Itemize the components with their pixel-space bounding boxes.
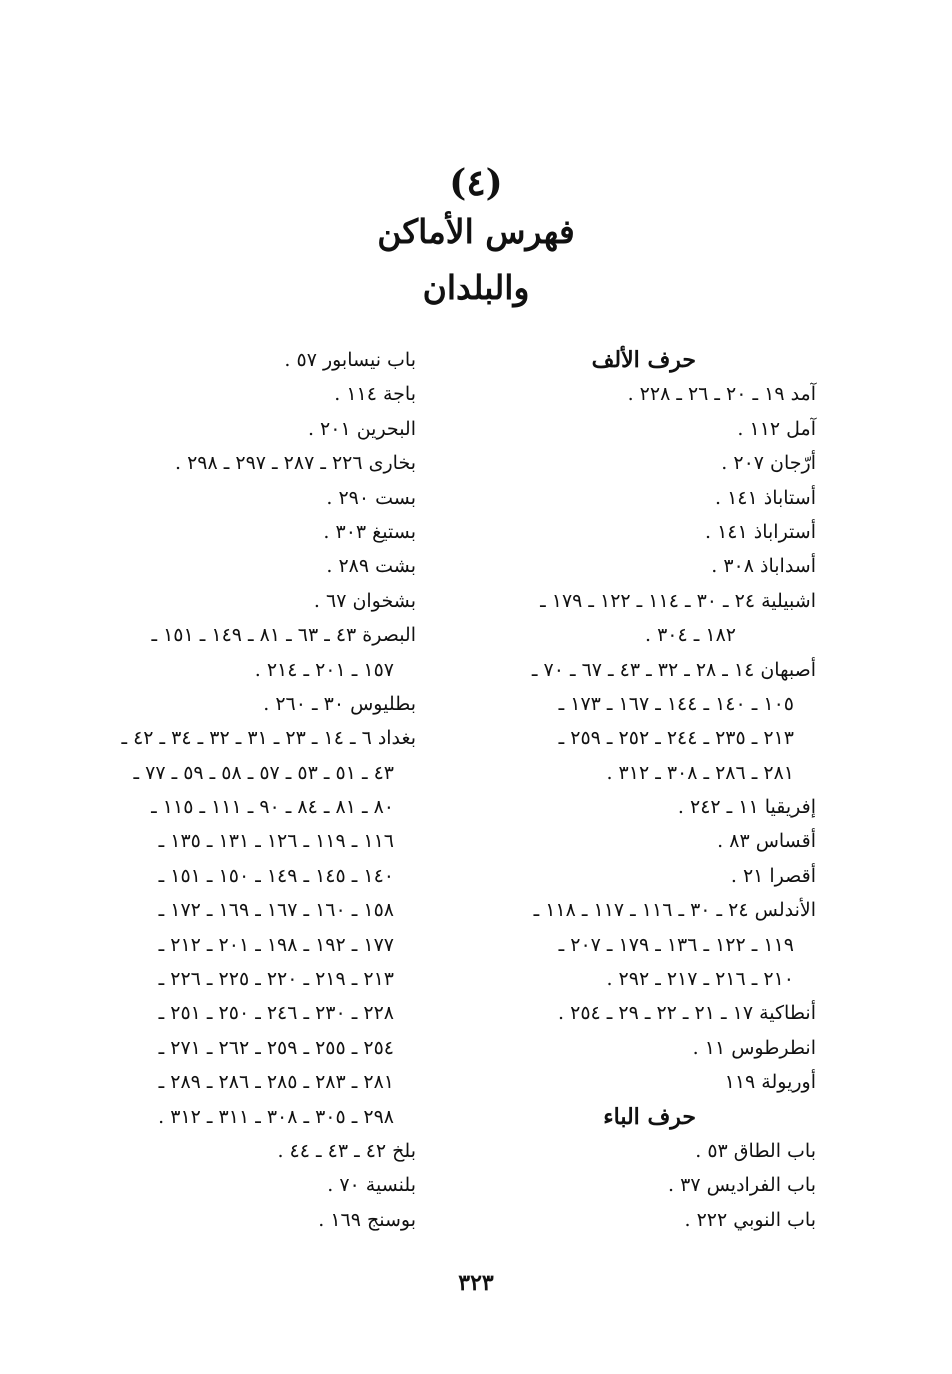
- index-entry: ٢٨١ ـ ٢٨٣ ـ ٢٨٥ ـ ٢٨٦ ـ ٢٨٩ ـ: [158, 1071, 394, 1094]
- index-entry: ١٤٠ ـ ١٤٥ ـ ١٤٩ ـ ١٥٠ ـ ١٥١ ـ: [158, 864, 394, 887]
- section-number: (٤): [449, 162, 503, 204]
- index-entry: ٢١٣ ـ ٢٣٥ ـ ٢٤٤ ـ ٢٥٢ ـ ٢٥٩ ـ: [558, 727, 794, 750]
- index-entry: أستراباذ ١٤١ .: [705, 520, 816, 543]
- index-entry: ١٥٨ ـ ١٦٠ ـ ١٦٧ ـ ١٦٩ ـ ١٧٢ ـ: [158, 899, 394, 922]
- letter-heading: حرف الألف: [591, 347, 696, 373]
- index-entry: ١١٦ ـ ١١٩ ـ ١٢٦ ـ ١٣١ ـ ١٣٥ ـ: [158, 830, 394, 853]
- index-entry: بخارى ٢٢٦ ـ ٢٨٧ ـ ٢٩٧ ـ ٢٩٨ .: [175, 452, 416, 475]
- index-entry: باب نيسابور ٥٧ .: [284, 349, 416, 371]
- index-entry: ٢١٠ ـ ٢١٦ ـ ٢١٧ ـ ٢٩٢ .: [606, 968, 794, 991]
- index-entry: بشخوان ٦٧ .: [313, 589, 416, 612]
- index-entry: انطرطوس ١١ .: [692, 1036, 816, 1059]
- index-entry: ٢٢٨ ـ ٢٣٠ ـ ٢٤٦ ـ ٢٥٠ ـ ٢٥١ ـ: [158, 1002, 394, 1025]
- index-entry: ١٥٧ ـ ٢٠١ ـ ٢١٤ .: [254, 658, 394, 681]
- letter-heading: حرف الباء: [603, 1103, 696, 1130]
- index-entry: الأندلس ٢٤ ـ ٣٠ ـ ١١٦ ـ ١١٧ ـ ١١٨ ـ: [533, 899, 816, 922]
- index-entry: بلنسية ٧٠ .: [327, 1174, 416, 1197]
- index-entry: بطليوس ٣٠ ـ ٢٦٠ .: [263, 692, 416, 715]
- index-entry: باب النوبي ٢٢٢ .: [684, 1208, 816, 1231]
- index-entry: بستيغ ٣٠٣ .: [323, 520, 416, 543]
- index-entry: أستاباذ ١٤١ .: [714, 486, 816, 509]
- index-entry: أقصرا ٢١ .: [730, 864, 816, 887]
- index-entry: ٢١٣ ـ ٢١٩ ـ ٢٢٠ ـ ٢٢٥ ـ ٢٢٦ ـ: [158, 968, 394, 991]
- index-entry: إفريقيا ١١ ـ ٢٤٢ .: [677, 796, 816, 819]
- index-entry: ٢٥٤ ـ ٢٥٥ ـ ٢٥٩ ـ ٢٦٢ ـ ٢٧١ ـ: [158, 1036, 394, 1059]
- index-entry: باب الطاق ٥٣ .: [695, 1139, 816, 1162]
- index-entry: بغداد ٦ ـ ١٤ ـ ٢٣ ـ ٣١ ـ ٣٢ ـ ٣٤ ـ ٤٢ ـ: [121, 727, 416, 750]
- index-entry: البصرة ٤٣ ـ ٦٣ ـ ٨١ ـ ١٤٩ ـ ١٥١ ـ: [151, 624, 416, 647]
- index-entry: أسداباذ ٣٠٨ .: [711, 555, 816, 578]
- index-entry: أقساس ٨٣ .: [717, 830, 816, 853]
- index-entry: اشبيلية ٢٤ ـ ٣٠ ـ ١١٤ ـ ١٢٢ ـ ١٧٩ ـ: [540, 589, 816, 612]
- index-entry: أنطاكية ١٧ ـ ٢١ ـ ٢٢ ـ ٢٩ ـ ٢٥٤ .: [558, 1002, 816, 1025]
- index-entry: أوريولة ١١٩: [724, 1071, 816, 1094]
- index-entry: آمد ١٩ ـ ٢٠ ـ ٢٦ ـ ٢٢٨ .: [627, 383, 816, 406]
- index-entry: أصبهان ١٤ ـ ٢٨ ـ ٣٢ ـ ٤٣ ـ ٦٧ ـ ٧٠ ـ: [531, 658, 816, 681]
- page-number: ٣٢٣: [458, 1270, 494, 1296]
- index-entry: ٢٨١ ـ ٢٨٦ ـ ٣٠٨ ـ ٣١٢ .: [606, 761, 794, 784]
- index-entry: بست ٢٩٠ .: [326, 486, 416, 509]
- page-title: فهرس الأماكن: [377, 212, 575, 251]
- index-entry: أرّجان ٢٠٧ .: [721, 452, 816, 475]
- index-entry: آمل ١١٢ .: [737, 417, 816, 440]
- index-entry: ٤٣ ـ ٥١ ـ ٥٣ ـ ٥٧ ـ ٥٨ ـ ٥٩ ـ ٧٧ ـ: [133, 761, 394, 784]
- index-entry: ١٠٥ ـ ١٤٠ ـ ١٤٤ ـ ١٦٧ ـ ١٧٣ ـ: [558, 692, 794, 715]
- index-entry: بشت ٢٨٩ .: [326, 555, 416, 578]
- index-entry: ٨٠ ـ ٨١ ـ ٨٤ ـ ٩٠ ـ ١١١ ـ ١١٥ ـ: [151, 796, 394, 819]
- index-entry: ٢٩٨ ـ ٣٠٥ ـ ٣٠٨ ـ ٣١١ ـ ٣١٢ .: [158, 1105, 394, 1128]
- page-subtitle: والبلدان: [422, 268, 530, 307]
- index-entry: ١٨٢ ـ ٣٠٤ .: [645, 624, 736, 647]
- index-column-right: [464, 343, 816, 1237]
- index-entry: ١١٩ ـ ١٢٢ ـ ١٣٦ ـ ١٧٩ ـ ٢٠٧ ـ: [558, 933, 794, 956]
- index-column-left: [64, 343, 416, 1237]
- index-entry: بلخ ٤٢ ـ ٤٣ ـ ٤٤ .: [277, 1139, 416, 1162]
- index-entry: بوسنج ١٦٩ .: [318, 1208, 416, 1231]
- index-entry: باجة ١١٤ .: [334, 383, 416, 406]
- index-entry: باب الفراديس ٣٧ .: [668, 1174, 816, 1197]
- index-entry: ١٧٧ ـ ١٩٢ ـ ١٩٨ ـ ٢٠١ ـ ٢١٢ ـ: [158, 933, 394, 956]
- index-entry: البحرين ٢٠١ .: [307, 417, 416, 440]
